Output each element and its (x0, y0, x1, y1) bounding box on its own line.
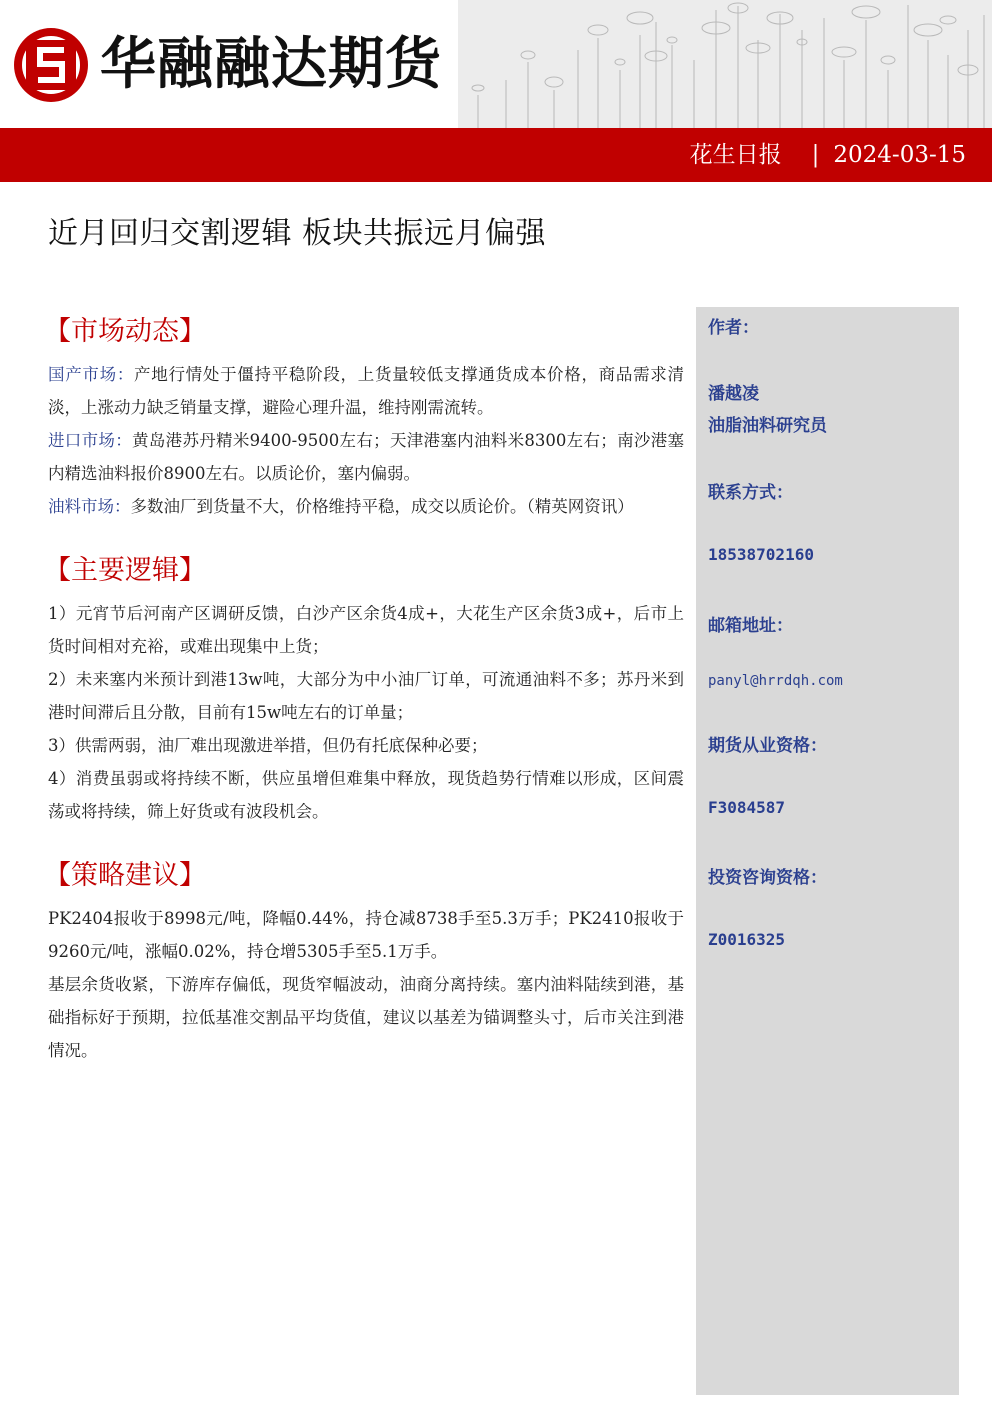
company-logo-icon (12, 26, 90, 104)
author-name: 潘越凌 (708, 384, 759, 404)
contact-label: 联系方式： (708, 483, 793, 503)
main-content (44, 312, 685, 1067)
import-label: 进口市场： (48, 431, 133, 450)
logic-item: 4）消费虽弱或将持续不断，供应虽增但难集中释放，现货趋势行情难以形成，区间震荡或将持续，筛上好货或有波段机会。 (48, 769, 684, 821)
domestic-text: 产地行情处于僵持平稳阶段，上货量较低支撑通货成本价格，商品需求清淡，上涨动力缺乏销量支撑，避险心理升温，维持刚需流转。 (48, 365, 685, 417)
phone-number: 18538702160 (708, 545, 814, 564)
author-sidebar (696, 307, 959, 1395)
report-date: 2024-03-15 (833, 142, 966, 168)
email-label: 邮箱地址： (708, 616, 793, 636)
brand-name: 华融融达期货 (100, 32, 442, 97)
author-label: 作者： (708, 318, 759, 338)
logic-item: 3）供需两弱，油厂难出现激进举措，但仍有托底保种必要； (48, 736, 488, 755)
section-title-market: 【市场动态】 (44, 316, 206, 347)
logic-item: 1）元宵节后河南产区调研反馈，白沙产区余货4成+，大花生产区余货3成+，后市上货时间相对充裕，或难出现集中上货； (48, 604, 684, 656)
decorative-pattern (458, 0, 992, 128)
strategy-paragraph: 基层余货收紧，下游库存偏低，现货窄幅波动，油商分离持续。塞内油料陆续到港，基础指标好于预期，拉低基准交割品平均货值，建议以基差为锚调整头寸，后市关注到港情况。 (48, 975, 684, 1060)
advisory-cert-number: Z0016325 (708, 930, 786, 949)
author-title: 油脂油料研究员 (708, 416, 827, 436)
futures-cert-number: F3084587 (708, 798, 786, 817)
band-separator: | (811, 142, 820, 168)
report-type: 花生日报 (689, 142, 782, 168)
advisory-cert-label: 投资咨询资格： (708, 868, 827, 888)
logic-item: 2）未来塞内米预计到港13w吨，大部分为中小油厂订单，可流通油料不多；苏丹米到港时间滞后且分散，目前有15w吨左右的订单量； (48, 670, 684, 722)
oil-label: 油料市场： (48, 497, 131, 516)
market-oil (48, 490, 684, 523)
header-band (0, 128, 992, 182)
band-text (690, 128, 966, 182)
section-title-logic: 【主要逻辑】 (44, 555, 206, 586)
report-header (0, 0, 992, 182)
section-title-strategy: 【策略建议】 (44, 860, 206, 891)
import-text: 黄岛港苏丹精米9400-9500左右；天津港塞内油料米8300左右；南沙港塞内精选油料报价8900左右。以质论价，塞内偏弱。 (48, 431, 684, 483)
futures-cert-label: 期货从业资格： (708, 736, 827, 756)
oil-text: 多数油厂到货量不大，价格维持平稳，成交以质论价。（精英网资讯） (130, 497, 634, 516)
report-title: 近月回归交割逻辑 板块共振远月偏强 (48, 216, 547, 251)
market-domestic (48, 358, 684, 424)
domestic-label: 国产市场： (48, 365, 135, 384)
strategy-paragraph: PK2404报收于8998元/吨，降幅0.44%，持仓减8738手至5.3万手；PK2410报收于9260元/吨，涨幅0.02%，持仓增5305手至5.1万手。 (48, 909, 684, 961)
email-address[interactable]: panyl@hrrdqh.com (708, 673, 843, 689)
market-import (48, 424, 684, 490)
